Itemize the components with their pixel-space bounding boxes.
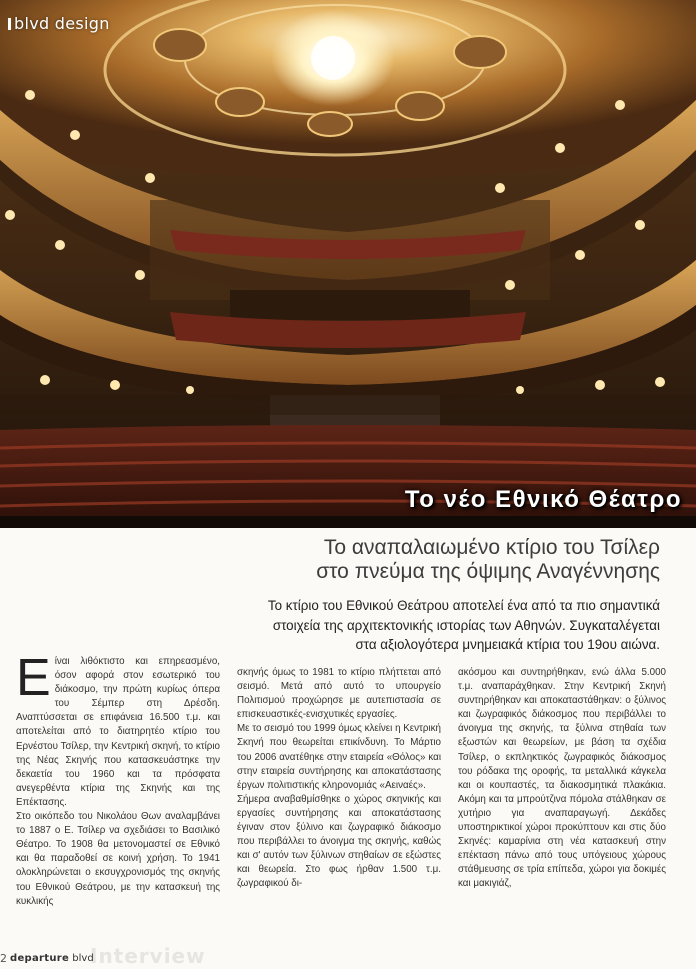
section-tag <box>8 14 110 33</box>
hero-title: Το νέο Εθνικό Θέατρο <box>404 486 682 513</box>
lead-line-1: Το κτίριο του Εθνικού Θεάτρου αποτελεί ένα από τα πιο σημαντικά <box>267 598 660 613</box>
subtitle-line-1: Το αναπαλαιωμένο κτίριο του Τσίλερ <box>323 536 660 559</box>
page-number: 2 <box>0 952 7 965</box>
column-3-paragraph-1: ακόσμου και συντηρήθηκαν, ενώ άλλα 5.000 τ.μ. αναπαράχθηκαν. Στην Κεντρική Σκηνή συντηρήθηκαν και αποκαταστάθηκαν: ο ξύλινος και ζωγραφικός διάκοσμος που περιβάλλει το άνοιγμα της σκηνής, τα ξύλινα στηθαία των εξωστών και θεωρείων, με βάση τα σχέδια Τσίλερ, ο εκπληκτικός ζωγραφικός διάκοσμος του ρόδακα της οροφής, τα μεταλλικά κάγκελα και οι κουπαστές, τα διακοσμητικά πλακάκια. Ακόμη και τα μπρούτζινα πόμολα στάλθηκαν σε χυτήριο για αναπαραγωγή. Δεκάδες υποστηρικτικοί χώροι προκύπτουν και στις δύο Σκηνές: καμαρίνια στη νέα κατασκευή στην επέκταση πάνω από τους υπόγειους χώρους στάθμευσης σε τρία επίπεδα, χώροι για δοκιμές και μακιγιάζ, <box>458 667 666 890</box>
lead-line-3: στα αξιολογότερα μνημειακά κτίρια του 19ου αιώνα. <box>355 637 660 652</box>
article-column-3 <box>458 666 666 892</box>
article-column-2 <box>237 666 441 892</box>
column-2-paragraph-1: σκηνής όμως το 1981 το κτίριο πλήττεται από σεισμό. Μετά από αυτό το υπουργείο Πολιτισμού προχώρησε με αυτεπιστασία σε επισκευαστικές-ενισχυτικές εργασίες. <box>237 667 441 721</box>
column-1-paragraph-1: ίναι λιθόκτιστο και επηρεασμένο, όσον αφορά στον εσωτερικό του διάκοσμο, την πρώτη κυρίως όπερα του Σέμπερ στη Δρέσδη. Αναπτύσσεται σε επιφάνεια 16.500 τ.μ. και αποτελείται από το διατηρητέο κτίριο του Ερνέστου Τσίλερ, την Κεντρική σκηνή, το κτίριο της Νέας Σκηνής που κατασκευάστηκε την δεκαετία του 1960 και τα πρόσφατα ανεγερθέντα κτίρια της Σκηνής και της Επέκτασης. <box>16 656 220 808</box>
magazine-name-rest: blvd <box>69 953 94 964</box>
article-column-1 <box>16 649 220 909</box>
magazine-name <box>10 953 94 964</box>
article-lead <box>100 596 660 655</box>
lead-line-2: στοιχεία της αρχιτεκτονικής ιστορίας των Αθηνών. Συγκαταλέγεται <box>272 617 660 633</box>
section-marker <box>8 18 11 30</box>
column-2-paragraph-2: Με το σεισμό του 1999 όμως κλείνει η Κεντρική Σκηνή που θεωρείται επικίνδυνη. Το Μάρτιο του 2006 ανατέθηκε στην εταιρεία «Θόλος» και στην εταιρεία συντήρησης και αποκατάστασης έργων πολιτιστικής κληρονομιάς «Αειναές». <box>237 723 442 791</box>
magazine-name-bold: departure <box>10 953 70 964</box>
section-tag-label: blvd design <box>14 14 110 33</box>
article-subtitle <box>140 536 660 584</box>
page-footer <box>0 944 696 969</box>
drop-cap: Ε <box>16 649 51 707</box>
subtitle-line-2: στο πνεύμα της όψιμης Αναγέννησης <box>316 560 660 583</box>
footer-ghost-text: Interview <box>90 944 206 968</box>
column-1-paragraph-2: Στο οικόπεδο του Νικολάου Θων αναλαμβάνει το 1887 ο Ε. Τσίλερ να σχεδιάσει το Βασιλικό Θέατρο. Το 1908 θα μετονομαστεί σε Εθνικό και θα παραδοθεί σε κοινή χρήση. Το 1941 ολοκληρώνεται ο εκσυγχρονισμός της σκηνής του Εθνικού Θεάτρου, με την κατασκευή της κυκλικής <box>16 811 220 907</box>
column-2-paragraph-3: Σήμερα αναβαθμίσθηκε ο χώρος σκηνικής και εργασίες συντήρησης και αποκατάστασης έγιναν στον ξύλινο και ζωγραφικό διάκοσμο που περιβάλλει το άνοιγμα της σκηνής, καθώς και σ' αυτόν των ξύλινων στηθαίων σε εξώστες και θεωρεία. Στο φως ήρθαν 1.500 τ.μ. ζωγραφικού δι- <box>237 793 441 890</box>
